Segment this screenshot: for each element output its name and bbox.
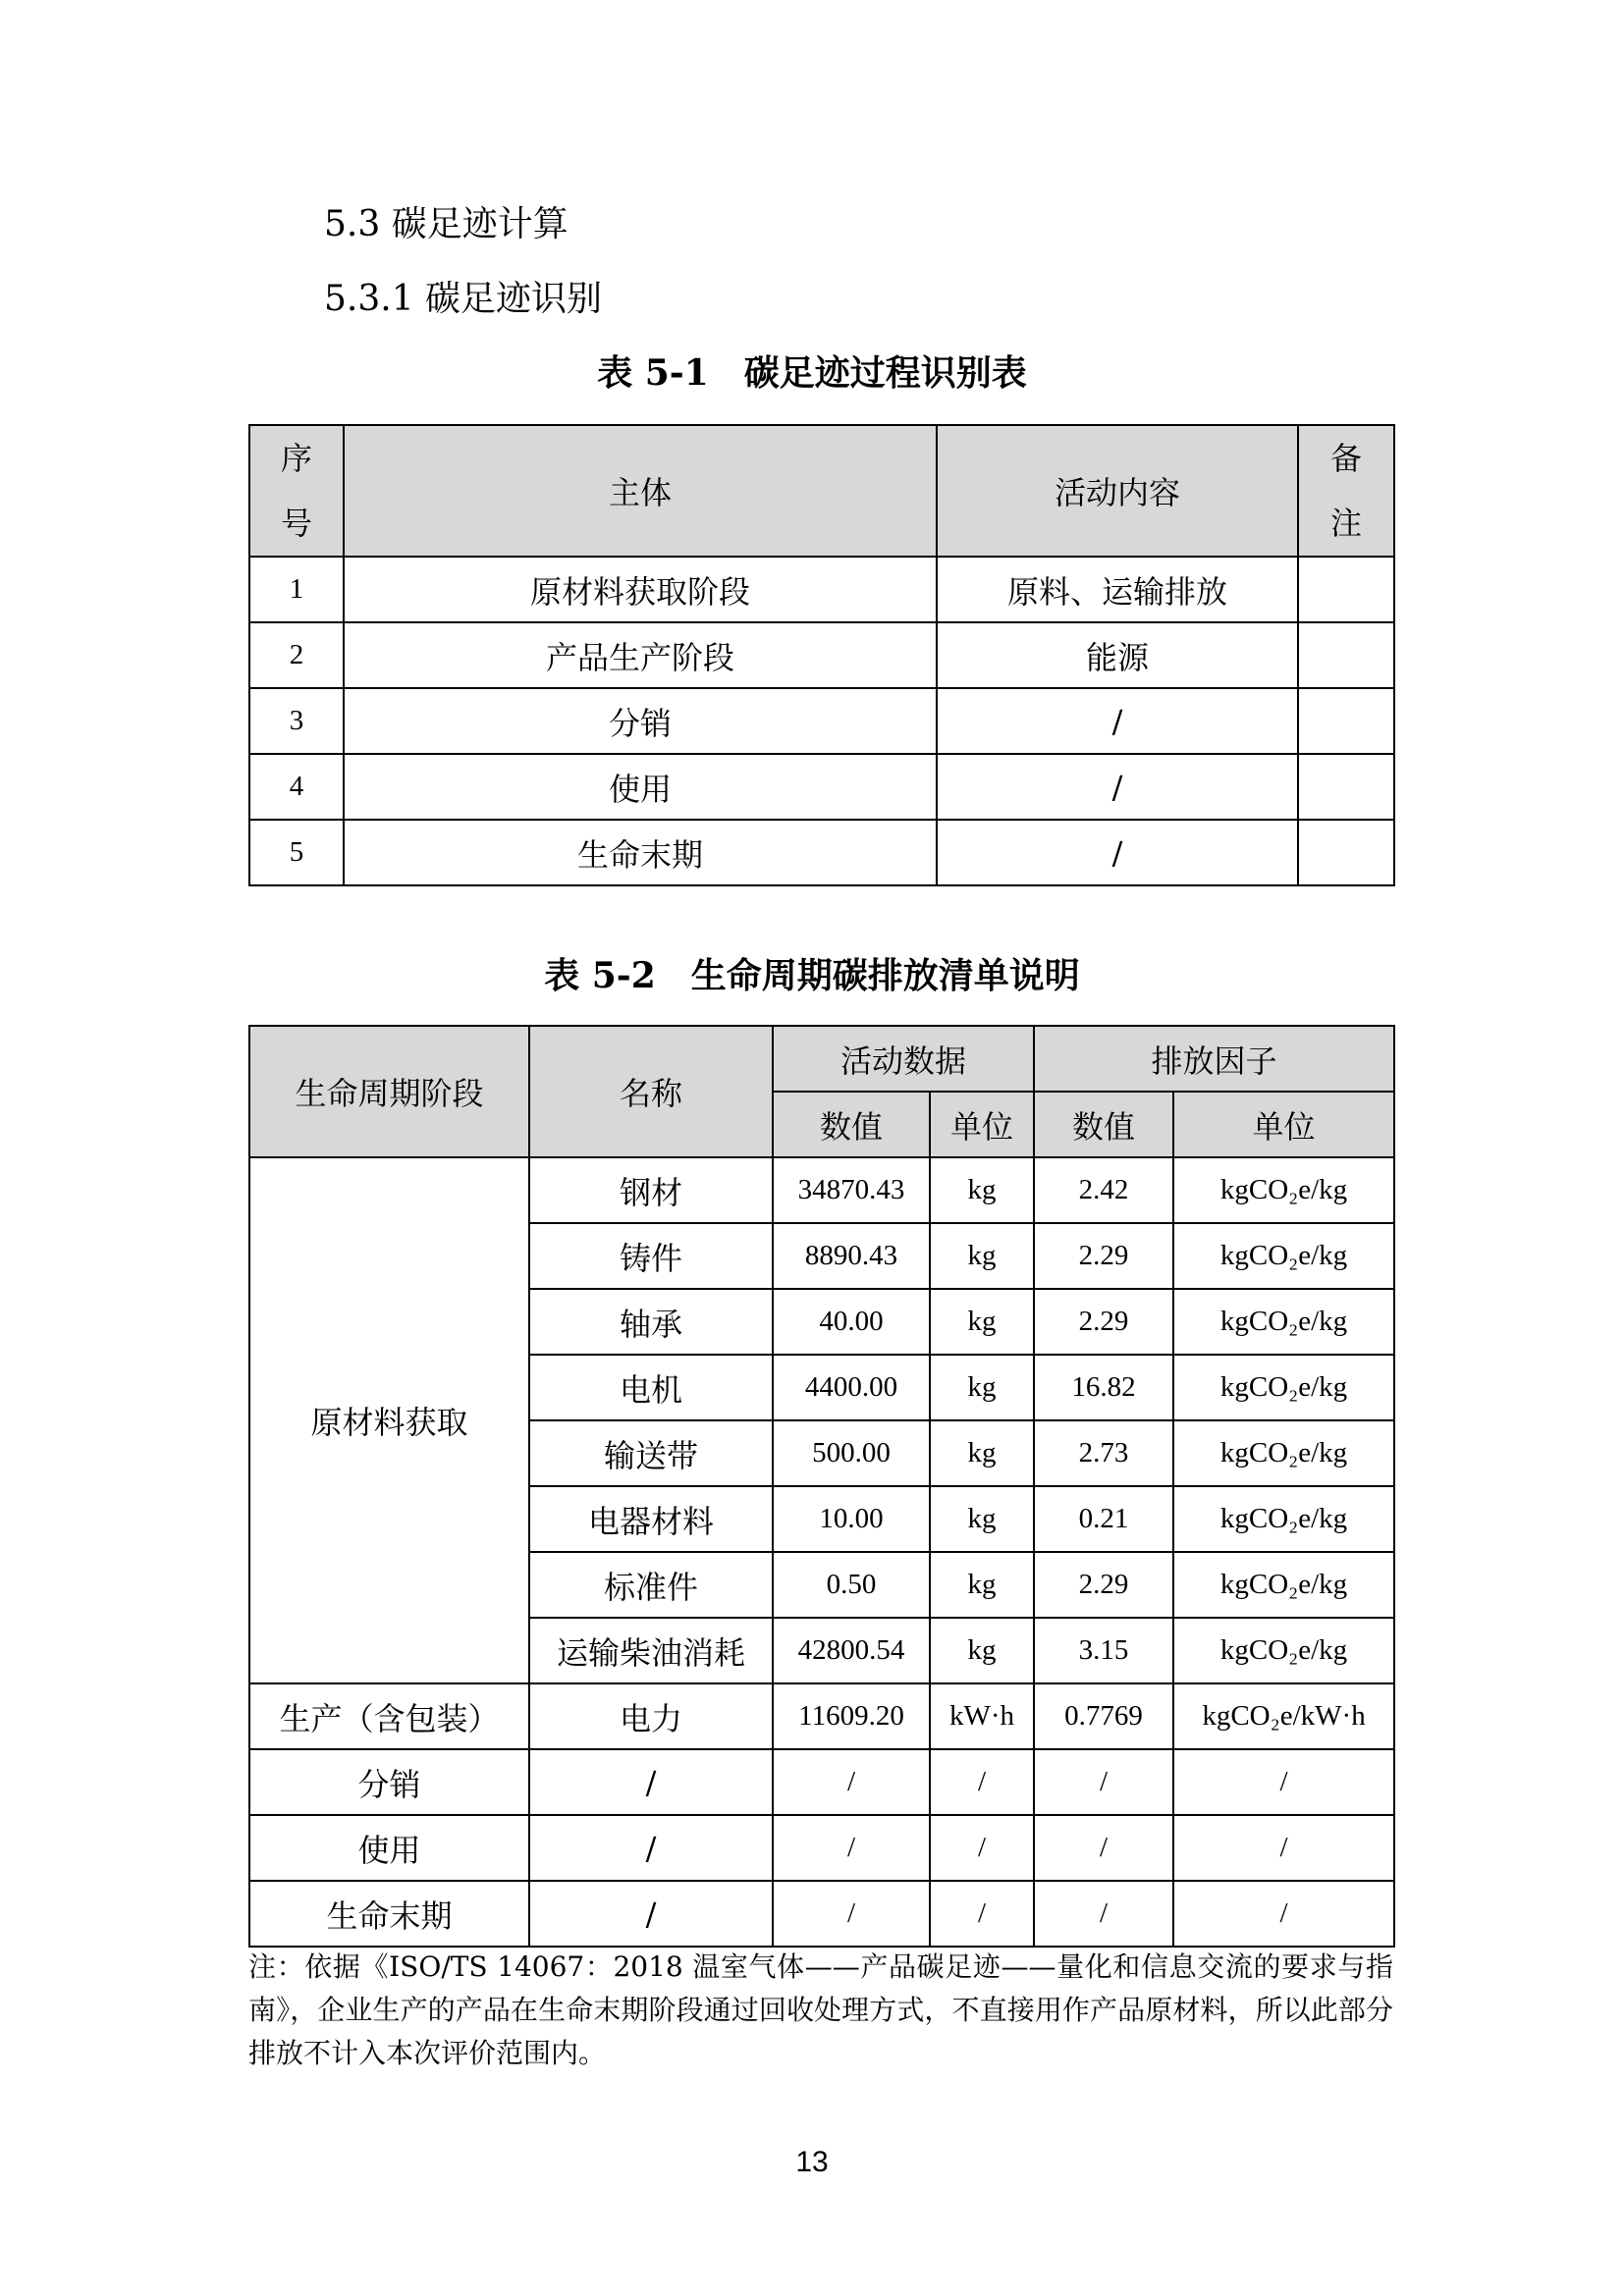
subsection-heading: 5.3.1 碳足迹识别 — [324, 279, 603, 319]
table2-factor-unit-cell: kgCO₂e/kg — [1173, 1618, 1394, 1683]
table1-caption: 表 5-1 碳足迹过程识别表 — [597, 352, 1027, 394]
table2-header-activity-data: 活动数据 — [773, 1026, 1034, 1092]
table2-factor-cell: / — [1034, 1881, 1173, 1947]
table2-factor-unit-cell: kgCO₂e/kg — [1173, 1157, 1394, 1223]
table2-name-cell: 铸件 — [529, 1223, 773, 1289]
table1-activity-cell: / — [937, 754, 1298, 820]
table2-factor-unit-cell: / — [1173, 1815, 1394, 1881]
lifecycle-emission-inventory-table — [248, 1025, 1395, 1948]
table2-value-cell: 34870.43 — [773, 1157, 930, 1223]
table1-header-row — [249, 425, 1394, 557]
table2-unit-cell: kg — [930, 1289, 1034, 1355]
table1-header-remark: 备 注 — [1298, 425, 1394, 557]
table1-subject-cell: 生命末期 — [344, 820, 937, 885]
table1-remark-cell — [1298, 820, 1394, 885]
table2-stage-cell: 生产（含包装） — [249, 1683, 529, 1749]
table1-header-activity: 活动内容 — [937, 425, 1298, 557]
table2-header-row — [249, 1026, 1394, 1092]
table2-factor-cell: 0.7769 — [1034, 1683, 1173, 1749]
table-row — [249, 1749, 1394, 1815]
table-note: 注：依据《ISO/TS 14067：2018 温室气体——产品碳足迹——量化和信息交流的要求与指南》，企业生产的产品在生命末期阶段通过回收处理方式，不直接用作产品原材料，所以此部分排放不计入本次评价范围内。 — [248, 1950, 1393, 2069]
table2-factor-cell: 2.29 — [1034, 1223, 1173, 1289]
table2-factor-unit-cell: kgCO₂e/kg — [1173, 1552, 1394, 1618]
table1-remark-cell — [1298, 557, 1394, 622]
table2-factor-cell: 0.21 — [1034, 1486, 1173, 1552]
table2-value-cell: 500.00 — [773, 1420, 930, 1486]
table2-stage-cell: 分销 — [249, 1749, 529, 1815]
table2-unit-cell: / — [930, 1749, 1034, 1815]
table-row — [249, 1157, 1394, 1223]
table2-name-cell: 输送带 — [529, 1420, 773, 1486]
table2-factor-unit-cell: kgCO₂e/kg — [1173, 1486, 1394, 1552]
table2-stage-cell: 原材料获取 — [249, 1157, 529, 1683]
table2-header-ef-value: 数值 — [1034, 1092, 1173, 1157]
table2-header-name: 名称 — [529, 1026, 773, 1157]
table1-seq-cell: 3 — [249, 688, 344, 754]
table1-subject-cell: 原材料获取阶段 — [344, 557, 937, 622]
table2-unit-cell: / — [930, 1881, 1034, 1947]
table2-unit-cell: kg — [930, 1552, 1034, 1618]
table2-header-ef-unit: 单位 — [1173, 1092, 1394, 1157]
table1-seq-cell: 1 — [249, 557, 344, 622]
table2-unit-cell: kg — [930, 1157, 1034, 1223]
table-row — [249, 820, 1394, 885]
table2-factor-unit-cell: / — [1173, 1749, 1394, 1815]
table2-name-cell: 电机 — [529, 1355, 773, 1420]
table2-value-cell: 40.00 — [773, 1289, 930, 1355]
table-row — [249, 754, 1394, 820]
table2-value-cell: 4400.00 — [773, 1355, 930, 1420]
table1-remark-cell — [1298, 688, 1394, 754]
table2-factor-unit-cell: kgCO₂e/kg — [1173, 1355, 1394, 1420]
table1-header-subject: 主体 — [344, 425, 937, 557]
table2-value-cell: 0.50 — [773, 1552, 930, 1618]
table2-header-emission-factor: 排放因子 — [1034, 1026, 1394, 1092]
table-row — [249, 1815, 1394, 1881]
table-row — [249, 1683, 1394, 1749]
table2-name-cell: 电力 — [529, 1683, 773, 1749]
table2-value-cell: 42800.54 — [773, 1618, 930, 1683]
table-row — [249, 622, 1394, 688]
table2-name-cell: 电器材料 — [529, 1486, 773, 1552]
table2-header-ad-value: 数值 — [773, 1092, 930, 1157]
table2-name-cell: / — [529, 1815, 773, 1881]
table2-name-cell: / — [529, 1749, 773, 1815]
table2-name-cell: 轴承 — [529, 1289, 773, 1355]
table2-unit-cell: kg — [930, 1618, 1034, 1683]
table2-factor-cell: 2.29 — [1034, 1552, 1173, 1618]
table2-header-ad-unit: 单位 — [930, 1092, 1034, 1157]
table2-factor-unit-cell: kgCO₂e/kg — [1173, 1420, 1394, 1486]
table2-header-stage: 生命周期阶段 — [249, 1026, 529, 1157]
table1-seq-cell: 4 — [249, 754, 344, 820]
table1-subject-cell: 分销 — [344, 688, 937, 754]
table2-value-cell: / — [773, 1881, 930, 1947]
table1-remark-cell — [1298, 622, 1394, 688]
table2-factor-unit-cell: / — [1173, 1881, 1394, 1947]
table2-name-cell: / — [529, 1881, 773, 1947]
table2-caption: 表 5-2 生命周期碳排放清单说明 — [544, 955, 1080, 996]
table2-stage-cell: 使用 — [249, 1815, 529, 1881]
table2-factor-unit-cell: kgCO₂e/kg — [1173, 1223, 1394, 1289]
table2-name-cell: 运输柴油消耗 — [529, 1618, 773, 1683]
page-number: 13 — [795, 2146, 829, 2178]
table-row — [249, 688, 1394, 754]
table2-unit-cell: kg — [930, 1223, 1034, 1289]
table2-factor-cell: 3.15 — [1034, 1618, 1173, 1683]
table1-remark-cell — [1298, 754, 1394, 820]
table2-unit-cell: kg — [930, 1486, 1034, 1552]
table2-value-cell: 11609.20 — [773, 1683, 930, 1749]
table2-value-cell: / — [773, 1749, 930, 1815]
table1-activity-cell: 原料、运输排放 — [937, 557, 1298, 622]
table-row — [249, 1881, 1394, 1947]
table2-unit-cell: kW·h — [930, 1683, 1034, 1749]
table2-unit-cell: kg — [930, 1420, 1034, 1486]
table2-value-cell: / — [773, 1815, 930, 1881]
table2-factor-cell: / — [1034, 1749, 1173, 1815]
table2-name-cell: 标准件 — [529, 1552, 773, 1618]
table1-activity-cell: / — [937, 688, 1298, 754]
table2-factor-cell: 2.29 — [1034, 1289, 1173, 1355]
table2-value-cell: 8890.43 — [773, 1223, 930, 1289]
table2-unit-cell: / — [930, 1815, 1034, 1881]
table1-header-seq: 序 号 — [249, 425, 344, 557]
table1-subject-cell: 使用 — [344, 754, 937, 820]
section-heading: 5.3 碳足迹计算 — [324, 204, 568, 244]
table-row — [249, 557, 1394, 622]
table2-factor-cell: 2.73 — [1034, 1420, 1173, 1486]
table2-factor-cell: 2.42 — [1034, 1157, 1173, 1223]
table2-factor-unit-cell: kgCO₂e/kW·h — [1173, 1683, 1394, 1749]
table1-seq-cell: 5 — [249, 820, 344, 885]
table1-activity-cell: / — [937, 820, 1298, 885]
table2-factor-cell: / — [1034, 1815, 1173, 1881]
table1-seq-cell: 2 — [249, 622, 344, 688]
table2-factor-cell: 16.82 — [1034, 1355, 1173, 1420]
table1-activity-cell: 能源 — [937, 622, 1298, 688]
table2-value-cell: 10.00 — [773, 1486, 930, 1552]
table2-name-cell: 钢材 — [529, 1157, 773, 1223]
table1-subject-cell: 产品生产阶段 — [344, 622, 937, 688]
table2-stage-cell: 生命末期 — [249, 1881, 529, 1947]
carbon-footprint-process-table — [248, 424, 1395, 886]
table2-unit-cell: kg — [930, 1355, 1034, 1420]
table2-factor-unit-cell: kgCO₂e/kg — [1173, 1289, 1394, 1355]
